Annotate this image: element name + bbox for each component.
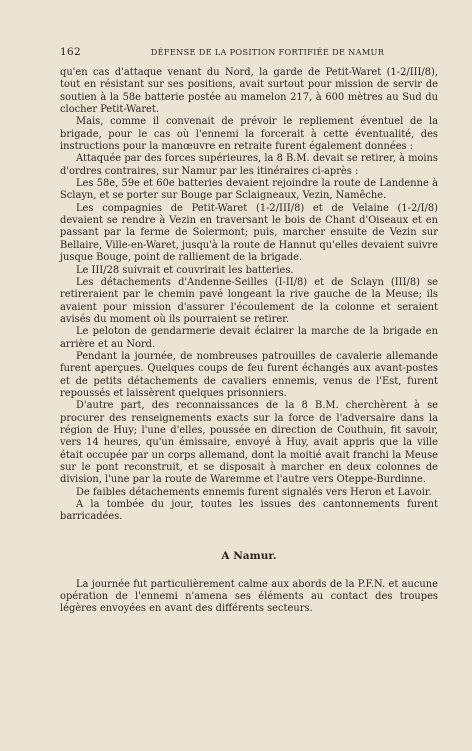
paragraph: A la tombée du jour, toutes les issues des cantonnements furent barricadées. [60, 499, 438, 523]
section-heading: A Namur. [221, 549, 277, 562]
page-number: 162 [60, 46, 81, 58]
paragraph: Pendant la journée, de nombreuses patrouilles de cavalerie allemande furent aperçues. Quelques coups de feu furent échangés aux avant-postes et de petits détachements de cavaliers ennemis, venus de l'Est, furent repoussés et laissèrent quelques prisonniers. [60, 350, 438, 399]
paragraph: D'autre part, des reconnaissances de la 8 B.M. cherchèrent à se procurer des renseignements exacts sur la force de l'adversaire dans la région de Huy; l'une d'elles, poussée en direction de Couthuin, fit savoir, vers 14 heures, qu'un émissaire, envoyé à Huy, avait appris que la ville était occupée par un corps allemand, dont la moitié avait franchi la Meuse sur le pont reconstruit, et se disposait à marcher en deux colonnes de division, l'une par la route de Waremme et l'autre vers Oteppe-Burdinne. [60, 400, 438, 486]
paragraph: Les détachements d'Andenne-Seilles (I-II/8) et de Sclayn (III/8) se retireraient par le chemin pavé longeant la rive gauche de la Meuse; ils avaient pour mission d'assurer l'écoulement de la colonne et seraient avisés du moment où ils pourraient se retirer. [60, 276, 438, 325]
paragraph: Les compagnies de Petit-Waret (1-2/III/8) et de Velaine (1-2/I/8) devaient se rendre à Vezin en traversant le bois de Chant d'Oiseaux et en passant par la ferme de Solermont; puis, marcher ensuite de Vezin sur Bellaire, Ville-en-Waret, jusqu'à la route de Hannut qu'elles devaient suivre jusque Bouge, point de ralliement de la brigade. [60, 202, 438, 264]
paragraph: Attaquée par des forces supérieures, la 8 B.M. devait se retirer, à moins d'ordres contraires, sur Namur par les itinéraires ci-après : [60, 153, 438, 177]
paragraph: La journée fut particulièrement calme aux abords de la P.F.N. et aucune opération de l'ennemi n'amena ses éléments au contact des troupes légères envoyées en avant des différents secteurs. [60, 578, 438, 615]
running-title: DÉFENSE DE LA POSITION FORTIFIÉE DE NAMUR [150, 47, 385, 57]
paragraph: qu'en cas d'attaque venant du Nord, la garde de Petit-Waret (1-2/III/8), tout en résistant sur ses positions, avait surtout pour mission de servir de soutien à la 58e batterie postée au mamelon 217, à 600 mètres au Sud du clocher Petit-Waret. [60, 67, 438, 116]
paragraph: Mais, comme il convenait de prévoir le repliement éventuel de la brigade, pour le cas où l'ennemi la forcerait à cette éventualité, des instructions pour la manœuvre en retraite furent également données : [60, 116, 438, 153]
paragraph: Le III/28 suivrait et couvrirait les batteries. [76, 264, 294, 276]
body-text [60, 67, 438, 616]
paragraph: De faibles détachements ennemis furent signalés vers Heron et Lavoir. [76, 486, 432, 498]
running-header [60, 46, 438, 58]
paragraph: Le peloton de gendarmerie devait éclairer la marche de la brigade en arrière et au Nord. [60, 326, 438, 350]
paragraph: Les 58e, 59e et 60e batteries devaient rejoindre la route de Landenne à Sclayn, et se porter sur Bouge par Sclaigneaux, Vezin, Namêche. [60, 178, 438, 202]
